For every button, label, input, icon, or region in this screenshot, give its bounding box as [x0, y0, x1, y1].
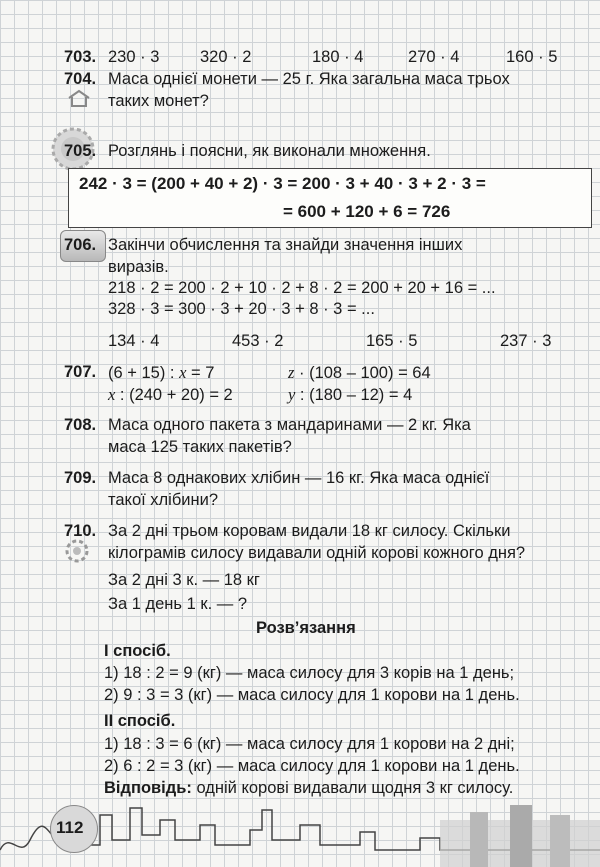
exercise-number: 710.	[64, 522, 97, 540]
exercise-number: 709.	[64, 469, 97, 487]
house-icon	[66, 88, 92, 108]
task-text: маса 125 таких пакетів?	[108, 438, 292, 456]
solution-step: 2) 6 : 2 = 3 (кг) — маса силосу для 1 корови на 1 день.	[104, 757, 520, 775]
expression: 237 · 3	[500, 332, 552, 350]
task-text: таких монет?	[108, 92, 209, 110]
task-text: Закінчи обчислення та знайди значення інших	[108, 236, 463, 254]
task-text: Маса 8 однакових хлібин — 16 кг. Яка маса однієї	[108, 469, 490, 487]
formula-box	[68, 168, 592, 228]
equation: x : (240 + 20) = 2	[108, 385, 233, 404]
exercise-703	[64, 48, 96, 67]
task-text: виразів.	[108, 258, 169, 276]
solution-title: Розв’язання	[256, 619, 356, 637]
exercise-number: 707.	[64, 363, 97, 381]
exercise-number: 703.	[64, 48, 97, 66]
expression: 453 · 2	[232, 332, 284, 350]
exercise-number: 704.	[64, 70, 97, 88]
task-text: 218 · 2 = 200 · 2 + 10 · 2 + 8 · 2 = 200 + 20 + 16 = ...	[108, 279, 496, 297]
solution-step: 2) 9 : 3 = 3 (кг) — маса силосу для 1 корови на 1 день.	[104, 686, 520, 704]
expression: 180 · 4	[312, 48, 364, 66]
task-text: Розглянь і поясни, як виконали множення.	[108, 142, 431, 160]
exercise-number: 706.	[64, 236, 97, 254]
answer: Відповідь: одній корові видавали щодня 3 кг силосу.	[104, 779, 514, 797]
solution-step: 1) 18 : 3 = 6 (кг) — маса силосу для 1 корови на 2 дні;	[104, 735, 515, 753]
way-title: І спосіб.	[104, 642, 171, 660]
formula-line: = 600 + 120 + 6 = 726	[283, 202, 451, 221]
formula-line: 242 · 3 = (200 + 40 + 2) · 3 = 200 · 3 + 40 · 3 + 2 · 3 =	[79, 174, 486, 193]
task-text: Маса одного пакета з мандаринами — 2 кг. Яка	[108, 416, 471, 434]
expression: 134 · 4	[108, 332, 160, 350]
equation: (6 + 15) : x = 7	[108, 363, 215, 382]
task-text: кілограмів силосу видавали одній корові кожного дня?	[108, 544, 526, 562]
expression: 230 · 3	[108, 48, 160, 66]
exercise-number: 708.	[64, 416, 97, 434]
gear-flower-icon	[64, 538, 90, 564]
task-text: 328 · 3 = 300 · 3 + 20 · 3 + 8 · 3 = ...	[108, 300, 375, 318]
task-text: За 2 дні трьом коровам видали 18 кг силосу. Скільки	[108, 522, 511, 540]
expression: 320 · 2	[200, 48, 252, 66]
way-title: ІІ спосіб.	[104, 712, 176, 730]
expression: 270 · 4	[408, 48, 460, 66]
solution-step: 1) 18 : 2 = 9 (кг) — маса силосу для 3 корів на 1 день;	[104, 664, 515, 682]
equation: y : (180 – 12) = 4	[288, 385, 413, 404]
equation: z · (108 – 100) = 64	[288, 363, 431, 382]
task-text: Маса однієї монети — 25 г. Яка загальна маса трьох	[108, 70, 510, 88]
exercise-number: 705.	[64, 142, 97, 160]
task-text: такої хлібини?	[108, 491, 219, 509]
expression: 160 · 5	[506, 48, 558, 66]
page-number: 112	[56, 818, 84, 837]
expression: 165 · 5	[366, 332, 418, 350]
short-note: За 1 день 1 к. — ?	[108, 595, 247, 613]
short-note: За 2 дні 3 к. — 18 кг	[108, 571, 260, 589]
